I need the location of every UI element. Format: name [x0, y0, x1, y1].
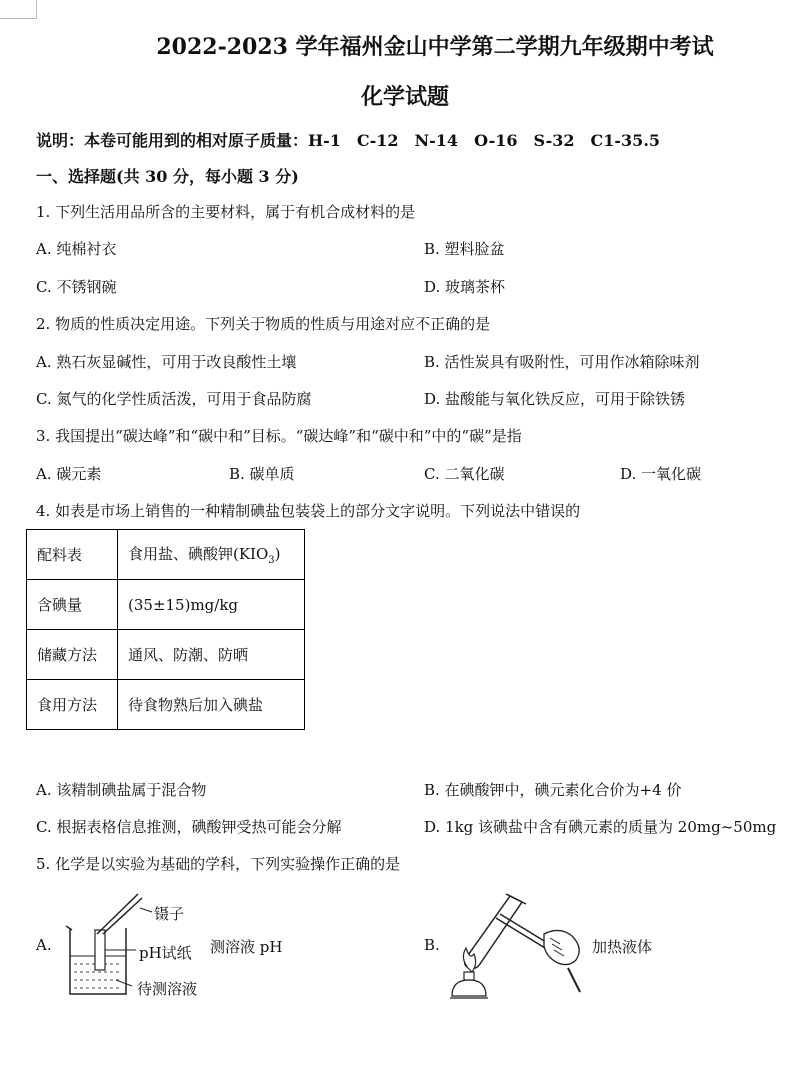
- note-line: 说明：本卷可能用到的相对原子质量：H-1 C-12 N-14 O-16 S-32 C1-35.5: [36, 131, 661, 150]
- table-cell-value: 通风、防潮、防晒: [118, 630, 305, 680]
- q1-option-c: C. 不锈钢碗: [36, 278, 117, 296]
- q2-option-b: B. 活性炭具有吸附性，可用作冰箱除味剂: [424, 353, 700, 371]
- q4-option-a: A. 该精制碘盐属于混合物: [36, 781, 207, 799]
- q3-option-b: B. 碳单质: [229, 465, 295, 483]
- section-heading: 一、选择题(共 30 分，每小题 3 分): [36, 167, 299, 186]
- table-cell-value: 待食物熟后加入碘盐: [118, 680, 305, 730]
- q5-option-b-letter: B.: [424, 936, 440, 954]
- q3-stem: 3. 我国提出“碳达峰”和“碳中和”目标。“碳达峰”和“碳中和”中的“碳”是指: [36, 427, 522, 445]
- q2-option-a: A. 熟石灰显碱性，可用于改良酸性土壤: [36, 353, 297, 371]
- q1-option-b: B. 塑料脸盆: [424, 240, 505, 258]
- table-cell-key: 储藏方法: [27, 630, 118, 680]
- exam-title: 2022-2023 学年福州金山中学第二学期九年级期中考试: [156, 34, 714, 60]
- q5-option-b-text: 加热液体: [592, 938, 653, 956]
- q1-option-d: D. 玻璃茶杯: [424, 278, 506, 296]
- table-cell-key: 配料表: [27, 530, 118, 580]
- q3-option-c: C. 二氧化碳: [424, 465, 505, 483]
- closing-paren: ): [274, 545, 281, 563]
- q1-stem: 1. 下列生活用品所含的主要材料，属于有机合成材料的是: [36, 203, 416, 221]
- table-cell-value: (35±15)mg/kg: [118, 580, 305, 630]
- subscript-3: 3: [268, 555, 275, 566]
- q4-option-b: B. 在碘酸钾中，碘元素化合价为+4 价: [424, 781, 682, 799]
- q2-stem: 2. 物质的性质决定用途。下列关于物质的性质与用途对应不正确的是: [36, 315, 491, 333]
- q1-option-a: A. 纯棉衬衣: [36, 240, 117, 258]
- heating-liquid-figure: [448, 888, 588, 1003]
- q5-stem: 5. 化学是以实验为基础的学科，下列实验操作正确的是: [36, 855, 401, 873]
- table-row: [27, 680, 305, 730]
- q5-option-a-letter: A.: [36, 936, 52, 954]
- salt-info-table: [26, 529, 305, 730]
- ingredient-text: 食用盐、碘酸钾(KIO: [128, 545, 269, 563]
- page-corner-mark: [0, 0, 37, 19]
- q4-option-c: C. 根据表格信息推测，碘酸钾受热可能会分解: [36, 818, 342, 836]
- q2-option-c: C. 氮气的化学性质活泼，可用于食品防腐: [36, 390, 312, 408]
- exam-subtitle: 化学试题: [360, 84, 449, 110]
- q4-stem: 4. 如表是市场上销售的一种精制碘盐包装袋上的部分文字说明。下列说法中错误的: [36, 502, 581, 520]
- label-ph-paper: pH试纸: [139, 944, 192, 962]
- table-cell-key: 含碘量: [27, 580, 118, 630]
- table-row: [27, 580, 305, 630]
- table-row: [27, 630, 305, 680]
- q3-option-a: A. 碳元素: [36, 465, 102, 483]
- q3-option-d: D. 一氧化碳: [620, 465, 702, 483]
- q4-option-d: D. 1kg 该碘盐中含有碘元素的质量为 20mg~50mg: [424, 818, 777, 836]
- table-cell-value: [118, 530, 305, 580]
- table-row: [27, 530, 305, 580]
- q5-option-a-text: 测溶液 pH: [210, 938, 283, 956]
- label-tweezers: 镊子: [154, 905, 185, 923]
- q2-option-d: D. 盐酸能与氧化铁反应，可用于除铁锈: [424, 390, 686, 408]
- table-cell-key: 食用方法: [27, 680, 118, 730]
- label-test-solution: 待测溶液: [137, 980, 198, 998]
